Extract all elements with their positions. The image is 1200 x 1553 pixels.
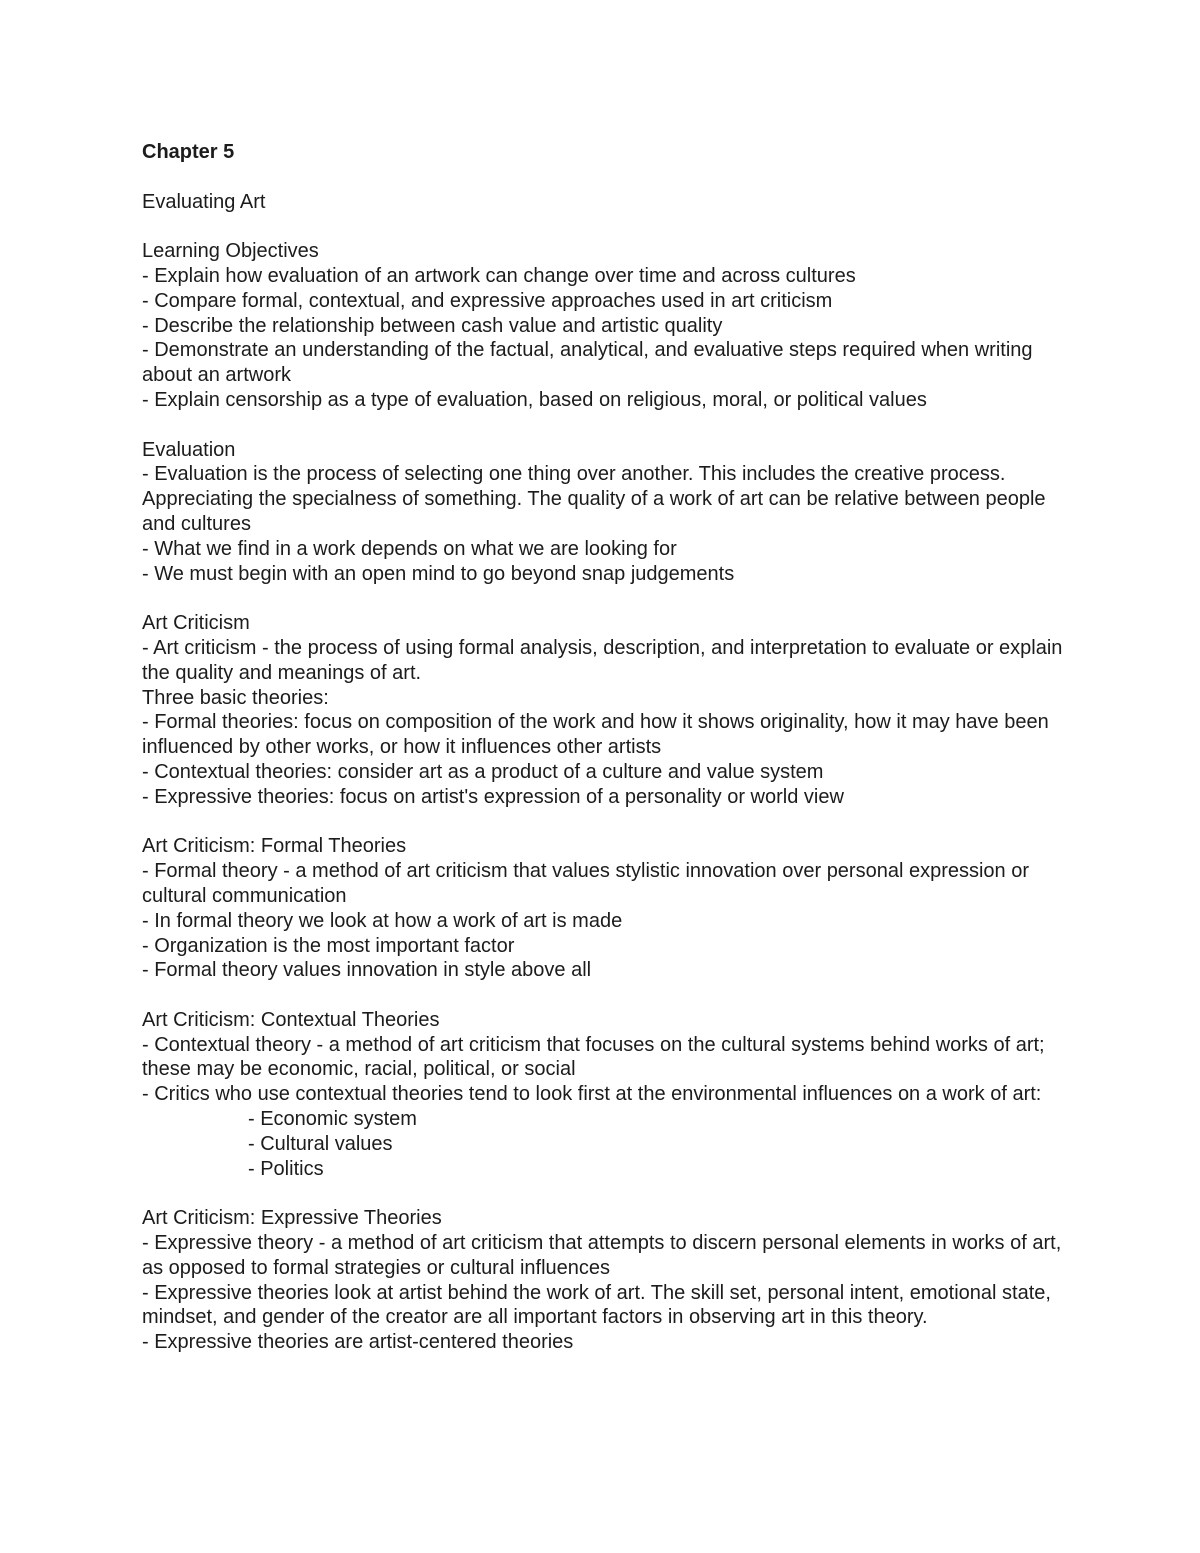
- bullet-line: - We must begin with an open mind to go beyond snap judgements: [142, 562, 735, 585]
- spacer: [142, 214, 1072, 239]
- spacer: [142, 983, 1072, 1008]
- document-page: [142, 140, 1072, 1355]
- sub-bullet-line: - Economic system: [248, 1108, 417, 1131]
- section-heading: Art Criticism: [142, 612, 250, 635]
- bullet-line: - Describe the relationship between cash value and artistic quality: [142, 314, 723, 337]
- bullet-line: - Art criticism - the process of using formal analysis, description, and interpretation to evaluate or explain the quality and meanings of art.: [142, 636, 1063, 684]
- bullet-line: - Demonstrate an understanding of the factual, analytical, and evaluative steps required when writing about an artwork: [142, 339, 1033, 387]
- section-formal-theories: [142, 834, 1072, 983]
- document-subtitle: Evaluating Art: [142, 190, 266, 213]
- spacer: [142, 810, 1072, 835]
- bullet-line: - Contextual theory - a method of art criticism that focuses on the cultural systems behind works of art; these may be economic, racial, political, or social: [142, 1033, 1045, 1081]
- bullet-line: - Formal theory - a method of art criticism that values stylistic innovation over personal expression or cultural communication: [142, 860, 1030, 907]
- section-art-criticism: [142, 611, 1072, 809]
- bullet-line: - Compare formal, contextual, and expressive approaches used in art criticism: [142, 289, 833, 312]
- bullet-line: - Organization is the most important factor: [142, 934, 515, 957]
- section-heading: Art Criticism: Contextual Theories: [142, 1008, 440, 1031]
- spacer: [142, 1181, 1072, 1206]
- text-line: Three basic theories:: [142, 686, 329, 709]
- sub-bullet-line: - Cultural values: [248, 1132, 393, 1155]
- section-expressive-theories: [142, 1206, 1072, 1355]
- spacer: [142, 586, 1072, 611]
- section-heading: Learning Objectives: [142, 240, 319, 263]
- bullet-line: - Explain how evaluation of an artwork can change over time and across cultures: [142, 264, 856, 287]
- section-evaluation: [142, 438, 1072, 587]
- section-heading: Art Criticism: Formal Theories: [142, 835, 407, 858]
- bullet-line: - Expressive theory - a method of art criticism that attempts to discern personal elements in works of art, as opposed to formal strategies or cultural influences: [142, 1232, 1062, 1279]
- bullet-line: - Contextual theories: consider art as a product of a culture and value system: [142, 760, 824, 783]
- section-contextual-theories: [142, 1008, 1072, 1182]
- bullet-line: - Expressive theories look at artist behind the work of art. The skill set, personal intent, emotional state, mindset, and gender of the creator are all important factors in observing art in this theory.: [142, 1281, 1051, 1329]
- bullet-line: - What we find in a work depends on what we are looking for: [142, 537, 677, 560]
- chapter-title: Chapter 5: [142, 141, 235, 163]
- bullet-line: - Evaluation is the process of selecting one thing over another. This includes the creative process. Appreciating the specialness of something. The quality of a work of art can be relative between people and cultures: [142, 463, 1046, 535]
- bullet-line: - Explain censorship as a type of evaluation, based on religious, moral, or political values: [142, 388, 927, 411]
- bullet-line: - Critics who use contextual theories tend to look first at the environmental influences on a work of art:: [142, 1083, 1042, 1106]
- bullet-line: - Formal theories: focus on composition of the work and how it shows originality, how it may have been influenced by other works, or how it influences other artists: [142, 711, 1049, 759]
- section-heading: Art Criticism: Expressive Theories: [142, 1207, 442, 1230]
- section-heading: Evaluation: [142, 438, 236, 461]
- section-learning-objectives: [142, 239, 1072, 413]
- spacer: [142, 413, 1072, 438]
- bullet-line: - Formal theory values innovation in style above all: [142, 959, 592, 982]
- bullet-line: - Expressive theories are artist-centered theories: [142, 1331, 574, 1354]
- sub-bullet-line: - Politics: [248, 1157, 324, 1180]
- bullet-line: - In formal theory we look at how a work of art is made: [142, 909, 623, 932]
- bullet-line: - Expressive theories: focus on artist's expression of a personality or world view: [142, 785, 844, 808]
- spacer: [142, 165, 1072, 190]
